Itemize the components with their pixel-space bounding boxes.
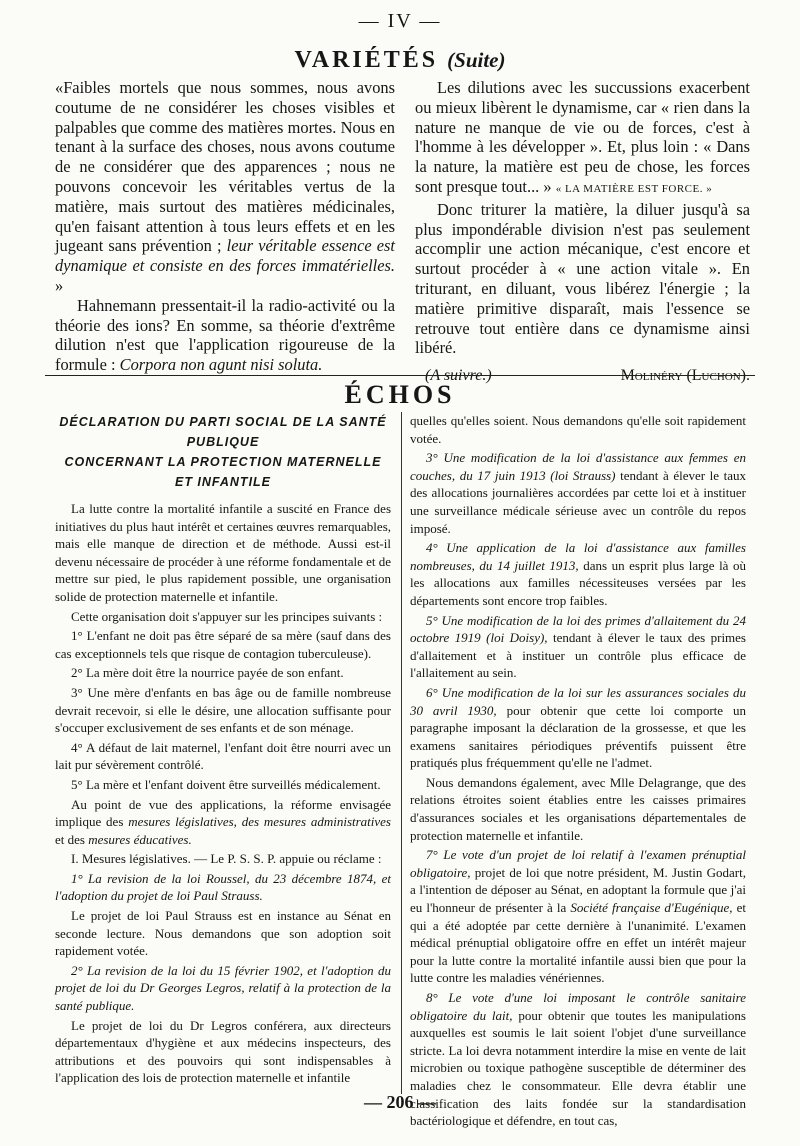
- law-item-7: [410, 846, 746, 987]
- law-item-6-text: pour obtenir que cette loi comporte un paragraphe imposant la déclaration de la grossesse, et que les examens sanitaires périodiques préventifs puissent être pratiqués plus fréquemment qu'elle ne l'admet.: [410, 702, 746, 771]
- varietes-triturer: Donc triturer la matière, la diluer jusqu'à sa plus impondérable division n'est pas seulement accomplir une action mécanique, c'est encore et surtout procéder à « une action vitale ». En triturant, en diluant, vous libérez l'énergie ; la matière primitive disparaît, mais l'essence se retrouve tout entière dans ce dynamisme ainsi libéré.: [415, 199, 750, 358]
- law-item-3-title: 3° Une modification de la loi d'assistance aux femmes en couches, du 17 juin 1913 (loi Strauss): [410, 450, 746, 483]
- varietes-quote-italic: leur véritable essence est dynamique et consiste en des forces immatérielles.: [55, 236, 395, 276]
- declaration-heading: [55, 412, 391, 492]
- column-divider: [401, 412, 402, 1094]
- principle-1: 1° L'enfant ne doit pas être séparé de sa mère (sauf dans des cas exceptionnels tels que risque de contagion tuberculeuse).: [55, 628, 391, 661]
- applications-and: et des: [55, 831, 89, 847]
- strauss-paragraph: Le projet de loi Paul Strauss est en instance au Sénat en seconde lecture. Nous demandons que son adoption soit rapidement votée.: [55, 908, 391, 959]
- applications-text: Au point de vue des applications, la réforme envisagée implique des: [55, 796, 391, 830]
- section-divider: [45, 375, 755, 376]
- varietes-dilutions-text: Les dilutions avec les succussions exacerbent ou mieux libèrent le dynamisme, car « rien dans la nature ne manque de vie ou de forces, c'est à l'homme à les développer ». Et, plus loin : « Dans la nature, la matière est peu de chose, les forces sont presque tout... »: [415, 78, 750, 196]
- principle-4: 4° A défaut de lait maternel, l'enfant doit être nourri avec un lait pur sévèrement contrôlé.: [55, 739, 391, 773]
- varietes-hahnemann: [55, 296, 395, 375]
- varietes-quote: [55, 78, 395, 296]
- law-item-7-society: Société française d'Eugénique,: [570, 900, 733, 916]
- to-follow-label: (A suivre.): [425, 367, 492, 385]
- page-number: — 206 —: [364, 1092, 436, 1112]
- law-item-5-text: tendant à élever le taux des primes d'allaitement et à instituer un contrôle plus efficace de l'allaitement au sein.: [410, 630, 746, 681]
- varietes-dilutions: [415, 78, 750, 200]
- legislative-measures: I. Mesures législatives. — Le P. S. S. P. appuie ou réclame :: [71, 851, 382, 867]
- principle-5: 5° La mère et l'enfant doivent être surveillés médicalement.: [71, 776, 381, 792]
- varietes-right-column: [415, 78, 750, 386]
- echos-intro: La lutte contre la mortalité infantile a suscité en France des initiatives du plus haut intérêt et certaines œuvres remarquables, mais elle manque de direction et de méthode. Aussi est-il devenu nécessaire de procéder à une réforme fondamentale et de mettre sur pied, le plus rapidement possible, une organisation solide de protection maternelle et infantile.: [55, 501, 392, 604]
- delagrange-paragraph: Nous demandons également, avec Mlle Delagrange, que des relations étroites soient établies entre les caisses primaires d'assurances sociales et les organisations départementales de protection maternelle et infantile.: [410, 774, 746, 843]
- declaration-heading-line2: CONCERNANT LA PROTECTION MATERNELLE ET INFANTILE: [64, 455, 382, 489]
- section-title-varietes: [0, 47, 800, 74]
- author-name: Molinéry (Luchon).: [620, 367, 750, 385]
- law-item-3-text: tendant à élever le taux des allocations journalières accordées par cette loi et à instituer une surveillance médicale sérieuse avec un contrôle du repos imposé.: [410, 467, 746, 536]
- law-item-4: [410, 539, 746, 609]
- applications-educational: mesures éducatives.: [88, 831, 192, 847]
- law-item-6-title: 6° Une modification de la loi sur les assurances sociales du 30 avril 1930,: [410, 684, 746, 718]
- legros-paragraph: Le projet de loi du Dr Legros conférera, aux directeurs départementaux d'hygiène et aux médecins inspecteurs, des attributions et des pouvoirs qui sont indispensables à l'application des lois de protection maternelle et infantile: [55, 1017, 391, 1086]
- law-item-3: [410, 449, 746, 537]
- principle-2: 2° La mère doit être la nourrice payée de son enfant.: [71, 665, 344, 681]
- law-item-2: [55, 962, 391, 1015]
- declaration-heading-line1: DÉCLARATION DU PARTI SOCIAL DE LA SANTÉ PUBLIQUE: [59, 415, 387, 449]
- applications-measures: mesures législatives, des mesures administratives: [128, 814, 391, 830]
- law-item-8-title: 8° Le vote d'une loi imposant le contrôle sanitaire obligatoire du lait,: [410, 990, 746, 1023]
- law-item-7-title: 7° Le vote d'un projet de loi relatif à l'examen prénuptial obligatoire,: [410, 847, 746, 880]
- varietes-quote-end: »: [55, 275, 64, 295]
- echos-principles-intro: Cette organisation doit s'appuyer sur les principes suivants :: [71, 608, 383, 624]
- law-item-1: [55, 870, 391, 905]
- law-item-6: [410, 684, 746, 772]
- varietes-left-column: [55, 78, 395, 375]
- law-item-4-title: 4° Une application de la loi d'assistance aux familles nombreuses, du 14 juillet 1913,: [410, 540, 746, 573]
- varietes-matiere-force: « LA MATIÈRE EST FORCE. »: [555, 182, 713, 195]
- varietes-hahnemann-latin: Corpora non agunt nisi soluta.: [119, 355, 323, 375]
- law-item-5: [410, 612, 746, 682]
- continuation-paragraph: quelles qu'elles soient. Nous demandons qu'elle soit rapidement votée.: [410, 413, 746, 446]
- law-item-7-end: et qui a été adoptée par cette dernière à l'unanimité. L'examen médical prénuptial obligatoire offre en effet un intérêt majeur pour la lutte contre la mortalité infantile aussi bien que pour la lutte contre les maladies vénériennes.: [410, 900, 747, 986]
- echos-left-column: [55, 412, 391, 1089]
- law-item-8-text: pour obtenir que toutes les manipulations auxquelles est soumis le lait soient l'objet d'une surveillance stricte. La loi devra notamment interdire la mise en vente de lait microbien ou toxique pathogène susceptible de déterminer des maladies chez le consommateur. Elle devra établir une classification des laits fondée sur la standardisation bactériologique et défendre, en tout cas,: [410, 1007, 746, 1129]
- varietes-hahnemann-text: Hahnemann pressentait-il la radio-activité ou la théorie des ions? En somme, sa théorie d'extrême dilution n'est que l'application rigoureuse de la formule :: [55, 295, 395, 375]
- echos-right-column: [410, 412, 746, 1132]
- varietes-quote-text: «Faibles mortels que nous sommes, nous avons coutume de ne considérer les choses visibles et palpables que comme des matières mortes. Nous en tenant à la surface des choses, nous avons coutume de ne considérer que des apparences ; nous ne pouvons concevoir les véritables vertus de la matière, mais surtout des matières médicinales, qu'en faisant attention à tous leurs effets et en les jugeant sans prévention ;: [55, 78, 395, 256]
- varietes-suite: (Suite): [447, 48, 506, 72]
- varietes-title: VARIÉTÉS: [294, 47, 439, 73]
- law-item-4-text: dans un esprit plus large là où les allocations aux familles nécessiteuses versées par les départements sont encore trop faibles.: [410, 557, 747, 608]
- law-item-2-text: 2° La revision de la loi du 15 février 1902, et l'adoption du projet de loi du Dr Georges Legros, relatif à la protection de la santé publique.: [55, 962, 391, 1014]
- law-item-1-text: 1° La revision de la loi Roussel, du 23 décembre 1874, et l'adoption du projet de loi Paul Strauss.: [55, 870, 391, 904]
- principle-3: 3° Une mère d'enfants en bas âge ou de famille nombreuse devrait recevoir, si elle le désire, une allocation suffisante pour s'occuper exclusivement de ses enfants et de son ménage.: [55, 684, 391, 736]
- echos-title: ÉCHOS: [344, 380, 456, 409]
- law-item-5-title: 5° Une modification de la loi des primes d'allaitement du 24 octobre 1919 (loi Doisy),: [410, 612, 746, 646]
- applications-paragraph: [55, 796, 391, 849]
- law-item-7-text: projet de loi que notre président, M. Justin Godart, a l'intention de déposer au Sénat, en adoptant la formule que j'ai eu l'honneur de présenter à la: [410, 864, 746, 916]
- page-roman-numeral: — IV —: [358, 10, 442, 32]
